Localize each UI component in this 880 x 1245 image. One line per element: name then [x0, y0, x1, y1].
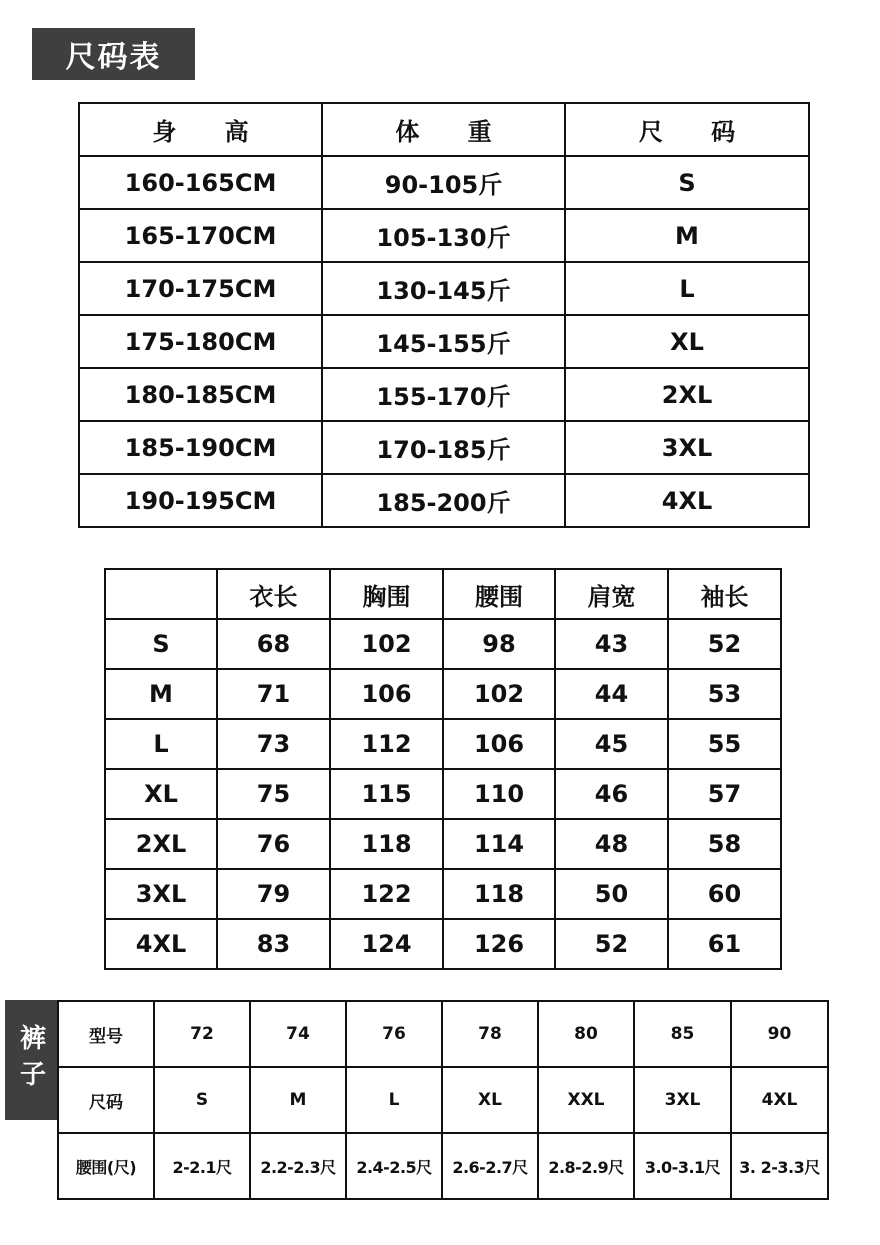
table-row: [105, 819, 781, 869]
weight-cell: 185-200斤: [322, 474, 565, 527]
waist-cell: 2.8-2.9尺: [538, 1133, 634, 1199]
shoulder-cell: 44: [555, 669, 668, 719]
waist-cell: 110: [443, 769, 555, 819]
size-cell: 3XL: [634, 1067, 731, 1133]
size-cell: 2XL: [565, 368, 809, 421]
sleeve-cell: 52: [668, 619, 781, 669]
model-cell: 80: [538, 1001, 634, 1067]
waist-cell: 2.2-2.3尺: [250, 1133, 346, 1199]
size-cell: M: [565, 209, 809, 262]
sleeve-cell: 58: [668, 819, 781, 869]
length-cell: 76: [217, 819, 330, 869]
model-cell: 76: [346, 1001, 442, 1067]
table-row: [105, 769, 781, 819]
waist-label: 腰围(尺): [58, 1133, 154, 1199]
waist-cell: 118: [443, 869, 555, 919]
measurement-table: [104, 568, 782, 970]
table-row: [79, 474, 809, 527]
size-label: XL: [105, 769, 217, 819]
waist-cell: 114: [443, 819, 555, 869]
shoulder-cell: 50: [555, 869, 668, 919]
weight-cell: 90-105斤: [322, 156, 565, 209]
waist-cell: 3.0-3.1尺: [634, 1133, 731, 1199]
sleeve-cell: 60: [668, 869, 781, 919]
header-corner: [105, 569, 217, 619]
shoulder-cell: 46: [555, 769, 668, 819]
length-cell: 79: [217, 869, 330, 919]
waist-cell: 106: [443, 719, 555, 769]
size-label: L: [105, 719, 217, 769]
waist-cell: 2.6-2.7尺: [442, 1133, 538, 1199]
size-label: 2XL: [105, 819, 217, 869]
size-cell: XXL: [538, 1067, 634, 1133]
header-weight: 体 重: [322, 103, 565, 156]
table-row: [105, 719, 781, 769]
table-row: [58, 1067, 828, 1133]
table-row: [79, 262, 809, 315]
height-cell: 180-185CM: [79, 368, 322, 421]
size-label: M: [105, 669, 217, 719]
chest-cell: 106: [330, 669, 443, 719]
pants-table: [57, 1000, 829, 1200]
size-cell: L: [346, 1067, 442, 1133]
size-table-header: [79, 103, 809, 156]
size-cell: XL: [442, 1067, 538, 1133]
table-row: [105, 869, 781, 919]
height-cell: 160-165CM: [79, 156, 322, 209]
sleeve-cell: 57: [668, 769, 781, 819]
length-cell: 73: [217, 719, 330, 769]
table-row: [79, 368, 809, 421]
height-cell: 185-190CM: [79, 421, 322, 474]
model-cell: 74: [250, 1001, 346, 1067]
waist-cell: 102: [443, 669, 555, 719]
table-row: [58, 1133, 828, 1199]
model-label: 型号: [58, 1001, 154, 1067]
length-cell: 83: [217, 919, 330, 969]
size-cell: S: [154, 1067, 250, 1133]
table-row: [58, 1001, 828, 1067]
size-cell: XL: [565, 315, 809, 368]
size-cell: 4XL: [731, 1067, 828, 1133]
height-cell: 190-195CM: [79, 474, 322, 527]
weight-cell: 130-145斤: [322, 262, 565, 315]
size-cell: L: [565, 262, 809, 315]
weight-cell: 145-155斤: [322, 315, 565, 368]
shoulder-cell: 52: [555, 919, 668, 969]
table-row: [105, 669, 781, 719]
header-size: 尺 码: [565, 103, 809, 156]
table-row: [105, 919, 781, 969]
waist-cell: 2.4-2.5尺: [346, 1133, 442, 1199]
model-cell: 90: [731, 1001, 828, 1067]
table-row: [79, 421, 809, 474]
weight-cell: 105-130斤: [322, 209, 565, 262]
waist-cell: 2-2.1尺: [154, 1133, 250, 1199]
length-cell: 68: [217, 619, 330, 669]
sleeve-cell: 55: [668, 719, 781, 769]
waist-cell: 98: [443, 619, 555, 669]
model-cell: 85: [634, 1001, 731, 1067]
pants-tab: [5, 1000, 57, 1120]
waist-cell: 3. 2-3.3尺: [731, 1133, 828, 1199]
shoulder-cell: 45: [555, 719, 668, 769]
model-cell: 78: [442, 1001, 538, 1067]
header-shoulder: 肩宽: [555, 569, 668, 619]
model-cell: 72: [154, 1001, 250, 1067]
chest-cell: 102: [330, 619, 443, 669]
table-row: [79, 315, 809, 368]
height-cell: 175-180CM: [79, 315, 322, 368]
size-label: 4XL: [105, 919, 217, 969]
shoulder-cell: 48: [555, 819, 668, 869]
chest-cell: 122: [330, 869, 443, 919]
header-height: 身 高: [79, 103, 322, 156]
size-label: 尺码: [58, 1067, 154, 1133]
weight-cell: 170-185斤: [322, 421, 565, 474]
size-label: 3XL: [105, 869, 217, 919]
size-cell: 4XL: [565, 474, 809, 527]
height-cell: 165-170CM: [79, 209, 322, 262]
weight-cell: 155-170斤: [322, 368, 565, 421]
height-cell: 170-175CM: [79, 262, 322, 315]
sleeve-cell: 53: [668, 669, 781, 719]
sleeve-cell: 61: [668, 919, 781, 969]
table-row: [79, 209, 809, 262]
table-row: [79, 156, 809, 209]
page-title: 尺码表: [32, 28, 195, 80]
header-waist: 腰围: [443, 569, 555, 619]
waist-cell: 126: [443, 919, 555, 969]
table-row: [105, 619, 781, 669]
chest-cell: 115: [330, 769, 443, 819]
pants-tab-label: 裤子: [15, 1024, 46, 1096]
size-label: S: [105, 619, 217, 669]
header-length: 衣长: [217, 569, 330, 619]
measurement-table-header: [105, 569, 781, 619]
size-cell: M: [250, 1067, 346, 1133]
size-cell: S: [565, 156, 809, 209]
header-chest: 胸围: [330, 569, 443, 619]
length-cell: 75: [217, 769, 330, 819]
chest-cell: 124: [330, 919, 443, 969]
header-sleeve: 袖长: [668, 569, 781, 619]
chest-cell: 112: [330, 719, 443, 769]
size-cell: 3XL: [565, 421, 809, 474]
length-cell: 71: [217, 669, 330, 719]
size-table: [78, 102, 810, 528]
chest-cell: 118: [330, 819, 443, 869]
shoulder-cell: 43: [555, 619, 668, 669]
